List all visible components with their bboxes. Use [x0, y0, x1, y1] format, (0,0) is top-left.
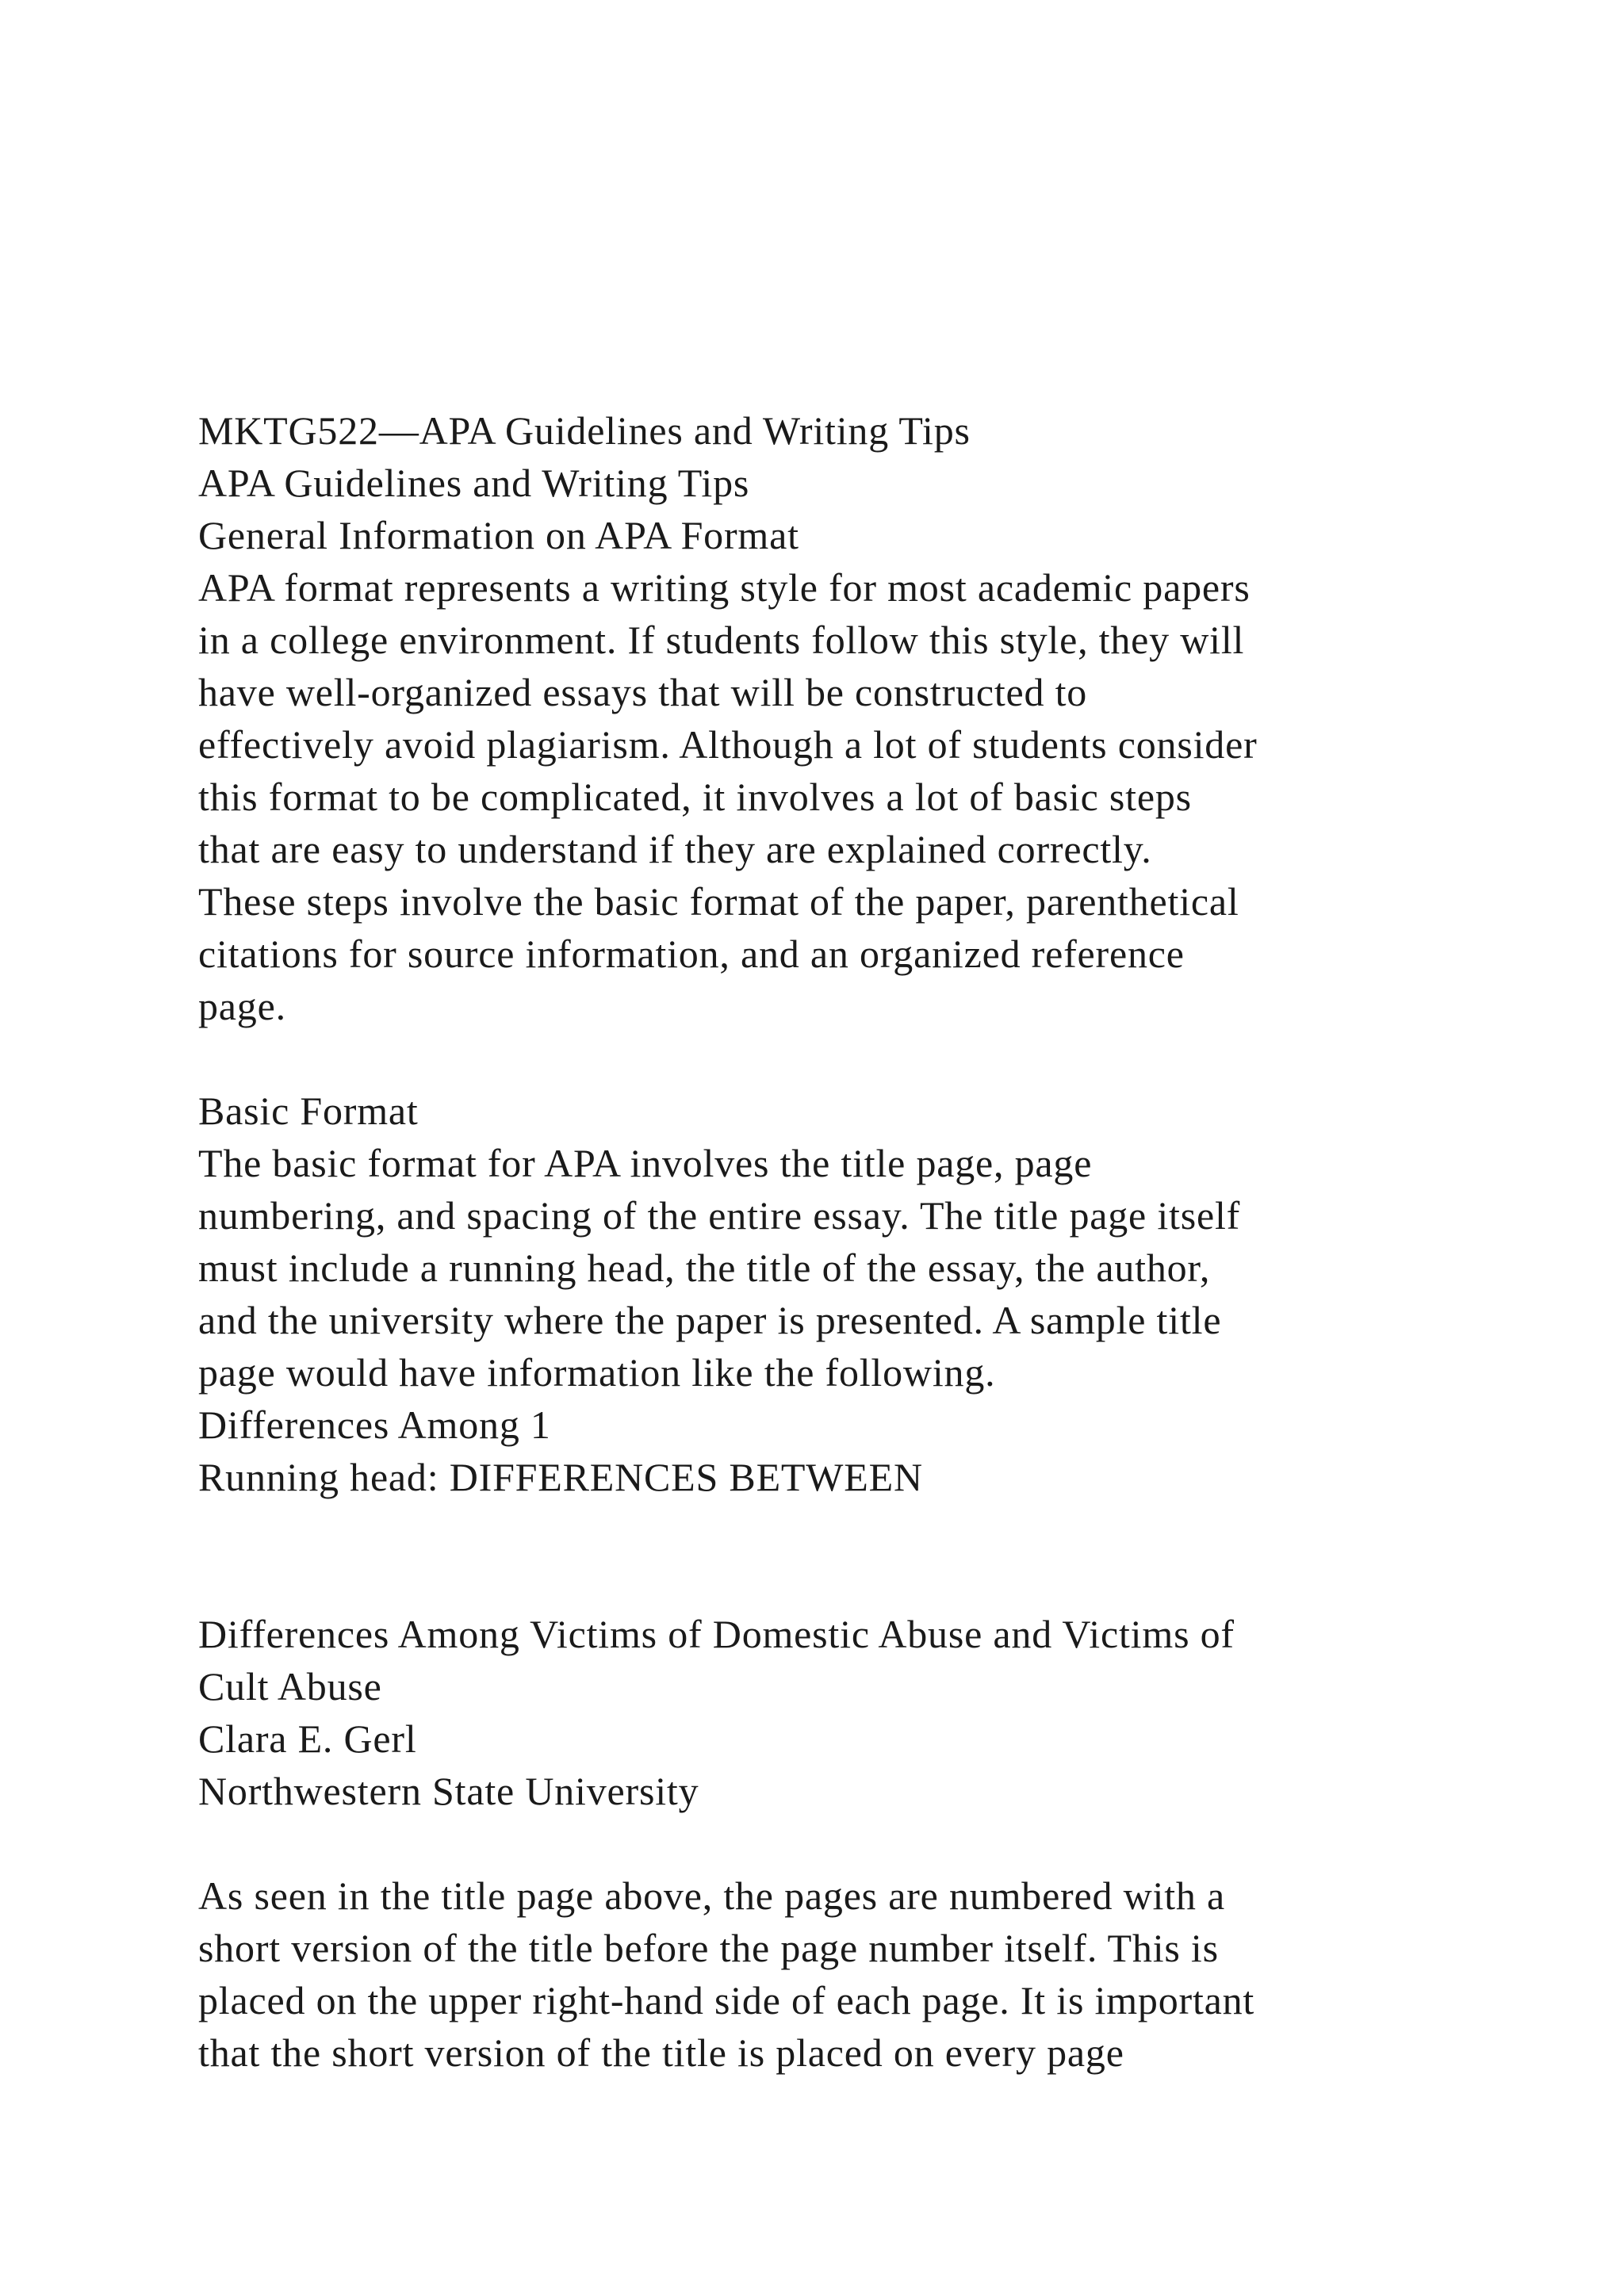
paragraph-line: that the short version of the title is placed on every page — [198, 2030, 1124, 2075]
blank-line — [198, 1032, 1562, 1085]
paragraph-line: effectively avoid plagiarism. Although a lot of students consider — [198, 722, 1258, 767]
blank-line — [198, 1503, 1562, 1556]
sample-author: Clara E. Gerl — [198, 1716, 417, 1761]
paragraph-line: have well-organized essays that will be constructed to — [198, 670, 1088, 714]
sample-title-block — [198, 1608, 1562, 1817]
paragraph-line: These steps involve the basic format of the paper, parenthetical — [198, 879, 1239, 924]
sample-running-head: Running head: DIFFERENCES BETWEEN — [198, 1455, 923, 1499]
course-title: MKTG522—APA Guidelines and Writing Tips — [198, 408, 971, 453]
paragraph-line: As seen in the title page above, the pages are numbered with a — [198, 1873, 1225, 1918]
paragraph-line: this format to be complicated, it involves a lot of basic steps — [198, 775, 1192, 819]
paragraph-line: placed on the upper right-hand side of each page. It is important — [198, 1978, 1255, 2022]
paragraph-line: in a college environment. If students follow this style, they will — [198, 618, 1245, 662]
paragraph-line: citations for source information, and an organized reference — [198, 932, 1185, 976]
paragraph-line: page would have information like the following. — [198, 1350, 996, 1395]
paragraph-line: numbering, and spacing of the entire essay. The title page itself — [198, 1193, 1241, 1238]
sample-essay-title-line: Cult Abuse — [198, 1664, 382, 1709]
blank-line — [198, 1556, 1562, 1608]
paragraph-line: must include a running head, the title of the essay, the author, — [198, 1246, 1211, 1290]
intro-paragraph — [198, 561, 1562, 1032]
blank-line — [198, 1817, 1562, 1869]
sample-page-header — [198, 1399, 1562, 1503]
paragraph-line: page. — [198, 984, 286, 1028]
paragraph-line: that are easy to understand if they are explained correctly. — [198, 827, 1152, 871]
paragraph-line: and the university where the paper is presented. A sample title — [198, 1298, 1222, 1342]
sample-essay-title-line: Differences Among Victims of Domestic Abuse and Victims of — [198, 1612, 1235, 1656]
section-heading-basic-format: Basic Format — [198, 1089, 419, 1133]
closing-paragraph — [198, 1869, 1562, 2079]
sample-university: Northwestern State University — [198, 1769, 699, 1813]
document-title: APA Guidelines and Writing Tips — [198, 461, 750, 505]
document-body — [198, 404, 1562, 2079]
paragraph-line: APA format represents a writing style for most academic papers — [198, 565, 1251, 610]
section-heading-general-information: General Information on APA Format — [198, 513, 799, 557]
paragraph-line: short version of the title before the page number itself. This is — [198, 1926, 1219, 1970]
basic-format-paragraph — [198, 1137, 1562, 1399]
paragraph-line: The basic format for APA involves the title page, page — [198, 1141, 1093, 1185]
sample-page-number-header: Differences Among 1 — [198, 1402, 551, 1447]
document-title-block — [198, 404, 1562, 561]
